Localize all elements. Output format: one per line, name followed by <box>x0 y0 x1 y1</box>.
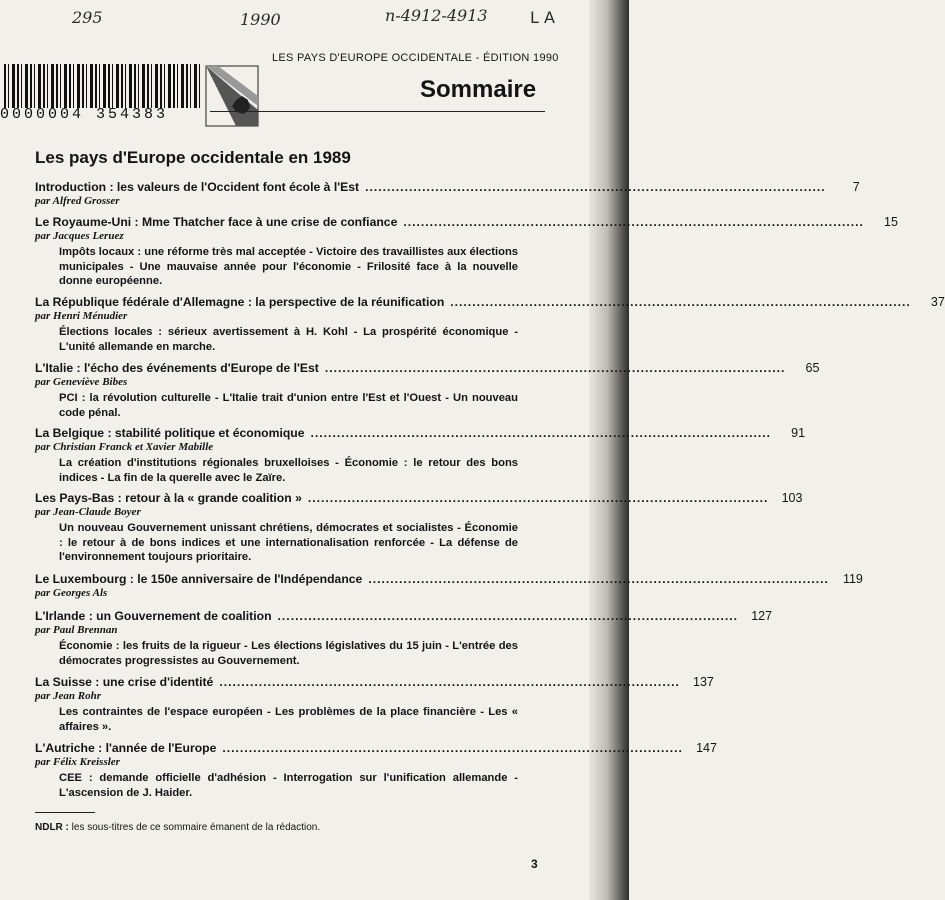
entry-summary: CEE : demande officielle d'adhésion - Interrogation sur l'unification allemande - L'ascension de J. Haider. <box>59 772 518 799</box>
series-header: LES PAYS D'EUROPE OCCIDENTALE - ÉDITION 1990 <box>272 52 559 64</box>
header-rule <box>210 111 545 112</box>
footnote-text: les sous-titres de ce sommaire émanent de la rédaction. <box>71 822 321 833</box>
entry-author: par Georges Als <box>35 587 108 599</box>
entry-summary: Économie : les fruits de la rigueur - Les élections législatives du 15 juin - L'entrée des démocrates progressistes au Gouvernement. <box>59 640 518 667</box>
toc-entry-luxembourg[interactable] <box>35 572 863 600</box>
entry-author: par Jean Rohr <box>35 690 102 702</box>
footnote <box>35 822 320 833</box>
toc-entry-belgique[interactable] <box>35 426 806 485</box>
page-title: Sommaire <box>420 76 537 103</box>
entry-page: 147 <box>696 741 717 755</box>
toc-entry-royaume-uni[interactable] <box>35 215 898 289</box>
entry-author: par Paul Brennan <box>35 624 118 636</box>
dot-leader: ......................................................................................................... <box>222 741 683 755</box>
dot-leader: ......................................................................................................... <box>368 572 829 586</box>
entry-summary: Élections locales : sérieux avertissement à H. Kohl - La prospérité économique - L'unité allemande en marche. <box>59 326 518 353</box>
section-title: Les pays d'Europe occidentale en 1989 <box>35 148 351 167</box>
entry-summary: PCI : la révolution culturelle - L'Italie trait d'union entre l'Est et l'Ouest - Un nouveau code pénal. <box>59 392 518 419</box>
page-number: 3 <box>531 857 538 871</box>
entry-title: L'Irlande : un Gouvernement de coalition <box>35 609 272 623</box>
handwritten-note: L A <box>530 8 555 27</box>
footnote-rule <box>35 812 95 813</box>
entry-author: par Christian Franck et Xavier Mabille <box>35 441 214 453</box>
entry-title: L'Autriche : l'année de l'Europe <box>35 741 217 755</box>
handwritten-note: 295 <box>72 8 103 27</box>
entry-page: 15 <box>884 215 898 229</box>
dot-leader: ......................................................................................................... <box>307 491 769 505</box>
dot-leader: ......................................................................................................... <box>219 675 680 689</box>
dot-leader: ......................................................................................................... <box>324 361 786 375</box>
entry-summary: Les contraintes de l'espace européen - Les problèmes de la place financière - Les « affaires ». <box>59 706 518 733</box>
dot-leader: ......................................................................................................... <box>277 609 739 623</box>
entry-author: par Alfred Grosser <box>35 195 120 207</box>
dot-leader: ......................................................................................................... <box>310 426 772 440</box>
dot-leader: ......................................................................................................... <box>403 215 864 229</box>
entry-title: La Suisse : une crise d'identité <box>35 675 214 689</box>
entry-author: par Jean-Claude Boyer <box>35 506 141 518</box>
handwritten-note: 1990 <box>240 10 281 29</box>
entry-summary: Un nouveau Gouvernement unissant chrétiens, démocrates et socialistes - Économie : le retour à de bons indices et une internationalisation renforcée - La défense de l'environnement toujours prioritaire. <box>59 522 518 563</box>
entry-page: 91 <box>791 426 806 440</box>
footnote-label: NDLR : <box>35 822 69 833</box>
barcode-number: 0000004 354383 <box>0 106 169 123</box>
toc-entry-suisse[interactable] <box>35 675 714 734</box>
toc-entry-irlande[interactable] <box>35 609 773 668</box>
entry-page: 127 <box>751 609 773 623</box>
entry-title: Les Pays-Bas : retour à la « grande coalition » <box>35 491 302 505</box>
entry-title: Le Royaume-Uni : Mme Thatcher face à une crise de confiance <box>35 215 398 229</box>
entry-author: par Henri Ménudier <box>35 310 128 322</box>
toc-entry-pays-bas[interactable] <box>35 491 803 565</box>
entry-summary: La création d'institutions régionales bruxelloises - Économie : le retour des bons indices - La fin de la querelle avec le Zaïre. <box>59 457 518 484</box>
publisher-logo-icon <box>206 66 258 126</box>
entry-title: La Belgique : stabilité politique et économique <box>35 426 305 440</box>
handwritten-note: n-4912-4913 <box>385 6 488 25</box>
entry-page: 37 <box>930 295 945 309</box>
entry-author: par Jacques Leruez <box>35 230 124 242</box>
toc-entry-italie[interactable] <box>35 361 820 420</box>
entry-author: par Félix Kreissler <box>35 756 120 768</box>
entry-page: 7 <box>852 180 860 194</box>
toc-entry-allemagne[interactable] <box>35 295 945 354</box>
entry-title: Introduction : les valeurs de l'Occident font école à l'Est <box>35 180 360 194</box>
dot-leader: ......................................................................................................... <box>450 295 911 309</box>
entry-summary: Impôts locaux : une réforme très mal acceptée - Victoire des travaillistes aux élections municipales - Une mauvaise année pour l'économie - Frilosité face à la nouvelle donne européenne. <box>59 246 518 287</box>
entry-title: Le Luxembourg : le 150e anniversaire de l'Indépendance <box>35 572 363 586</box>
entry-title: La République fédérale d'Allemagne : la perspective de la réunification <box>35 295 445 309</box>
dot-leader: ......................................................................................................... <box>365 180 826 194</box>
entry-page: 137 <box>693 675 714 689</box>
toc-entry-autriche[interactable] <box>35 741 717 800</box>
entry-page: 103 <box>781 491 803 505</box>
entry-author: par Geneviève Bibes <box>35 376 128 388</box>
toc-entry-introduction[interactable] <box>35 180 860 208</box>
entry-page: 65 <box>805 361 820 375</box>
entry-title: L'Italie : l'écho des événements d'Europe de l'Est <box>35 361 319 375</box>
entry-page: 119 <box>842 572 863 586</box>
page-edge-shadow <box>589 0 629 900</box>
barcode <box>4 64 200 108</box>
